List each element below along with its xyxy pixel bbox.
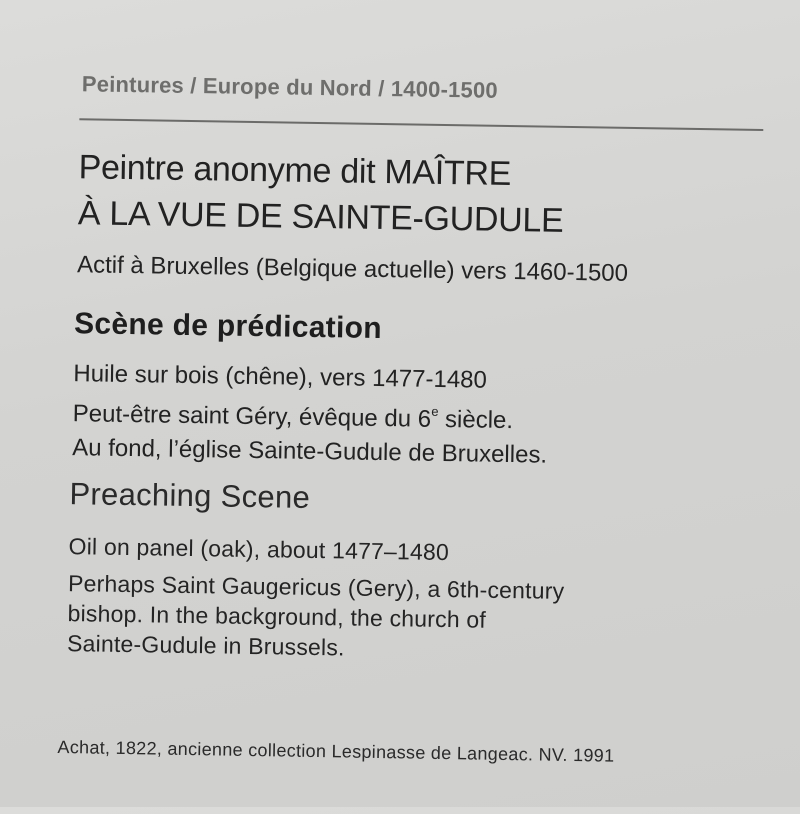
artwork-title-french: Scène de prédication — [73, 307, 383, 346]
acquisition-credit-line: Achat, 1822, ancienne collection Lespinasse de Langeac. NV. 1991 — [57, 736, 615, 766]
artist-name-line-2: À LA VUE DE SAINTE-GUDULE — [77, 194, 564, 240]
description-french-line-1-prefix: Peut-être saint Géry, évêque du 6 — [72, 400, 432, 433]
medium-french: Huile sur bois (chêne), vers 1477-1480 — [73, 360, 488, 394]
medium-english: Oil on panel (oak), about 1477–1480 — [68, 533, 450, 566]
divider-rule — [79, 118, 763, 130]
description-english-line-1: Perhaps Saint Gaugericus (Gery), a 6th-century — [67, 570, 565, 604]
description-english-line-2: bishop. In the background, the church of — [67, 600, 487, 633]
artwork-title-english: Preaching Scene — [69, 476, 311, 515]
artist-active-period: Actif à Bruxelles (Belgique actuelle) vers 1460-1500 — [76, 251, 629, 287]
ordinal-superscript: e — [431, 403, 439, 419]
description-french-line-1-suffix: siècle. — [438, 405, 514, 435]
collection-breadcrumb: Peintures / Europe du Nord / 1400-1500 — [81, 71, 499, 103]
artist-name-line-1: Peintre anonyme dit MAÎTRE — [78, 148, 512, 194]
description-french-line-1 — [73, 400, 514, 435]
description-french-line-2: Au fond, l’église Sainte-Gudule de Bruxelles. — [71, 434, 548, 469]
description-english-line-3: Sainte-Gudule in Brussels. — [66, 630, 345, 661]
